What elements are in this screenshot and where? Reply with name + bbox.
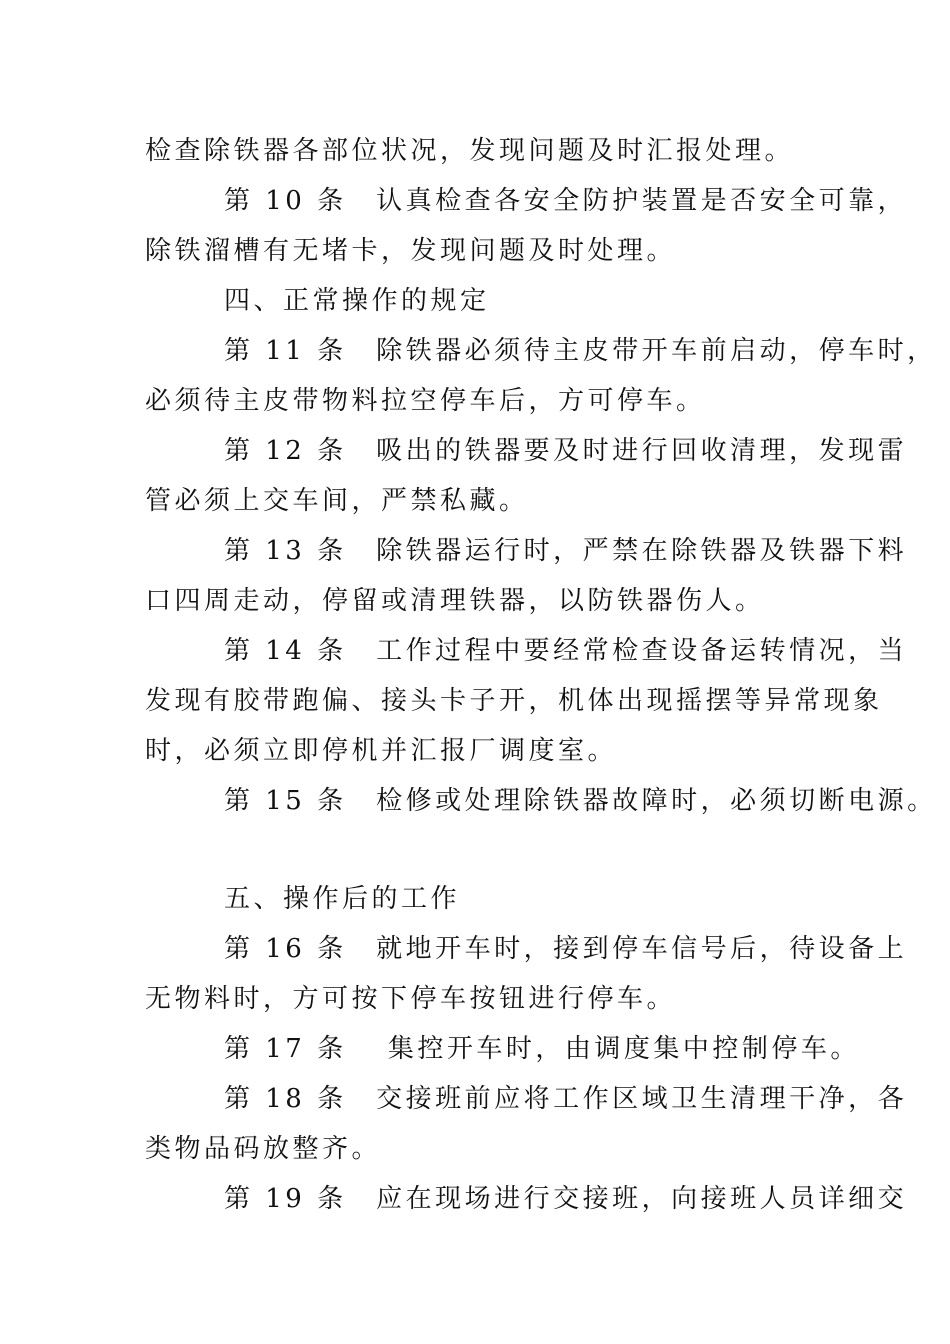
section-heading-4: 四、正常操作的规定 <box>224 286 490 316</box>
article-17-line: 第 17 条 集控开车时，由调度集中控制停车。 <box>224 1034 860 1064</box>
paragraph-line: 时，必须立即停机并汇报厂调度室。 <box>145 736 618 766</box>
article-14-line: 第 14 条 工作过程中要经常检查设备运转情况，当 <box>224 636 908 666</box>
article-16-line: 第 16 条 就地开车时，接到停车信号后，待设备上 <box>224 934 908 964</box>
paragraph-line: 管必须上交车间，严禁私藏。 <box>145 486 529 516</box>
paragraph-line: 除铁溜槽有无堵卡，发现问题及时处理。 <box>145 236 677 266</box>
paragraph-line: 发现有胶带跑偏、接头卡子开，机体出现摇摆等异常现象 <box>145 686 883 716</box>
section-heading-5: 五、操作后的工作 <box>224 884 461 914</box>
article-15-line: 第 15 条 检修或处理除铁器故障时，必须切断电源。 <box>224 786 937 816</box>
article-19-line: 第 19 条 应在现场进行交接班，向接班人员详细交 <box>224 1184 908 1214</box>
article-10-line: 第 10 条 认真检查各安全防护装置是否安全可靠， <box>224 186 908 216</box>
paragraph-line: 口四周走动，停留或清理铁器，以防铁器伤人。 <box>145 586 765 616</box>
paragraph-line: 必须待主皮带物料拉空停车后，方可停车。 <box>145 386 706 416</box>
paragraph-line: 无物料时，方可按下停车按钮进行停车。 <box>145 984 677 1014</box>
article-12-line: 第 12 条 吸出的铁器要及时进行回收清理，发现雷 <box>224 436 908 466</box>
paragraph-line: 检查除铁器各部位状况，发现问题及时汇报处理。 <box>145 136 795 166</box>
paragraph-line: 类物品码放整齐。 <box>145 1134 382 1164</box>
article-18-line: 第 18 条 交接班前应将工作区域卫生清理干净，各 <box>224 1084 908 1114</box>
article-13-line: 第 13 条 除铁器运行时，严禁在除铁器及铁器下料 <box>224 536 908 566</box>
article-11-line: 第 11 条 除铁器必须待主皮带开车前启动，停车时， <box>224 336 937 366</box>
